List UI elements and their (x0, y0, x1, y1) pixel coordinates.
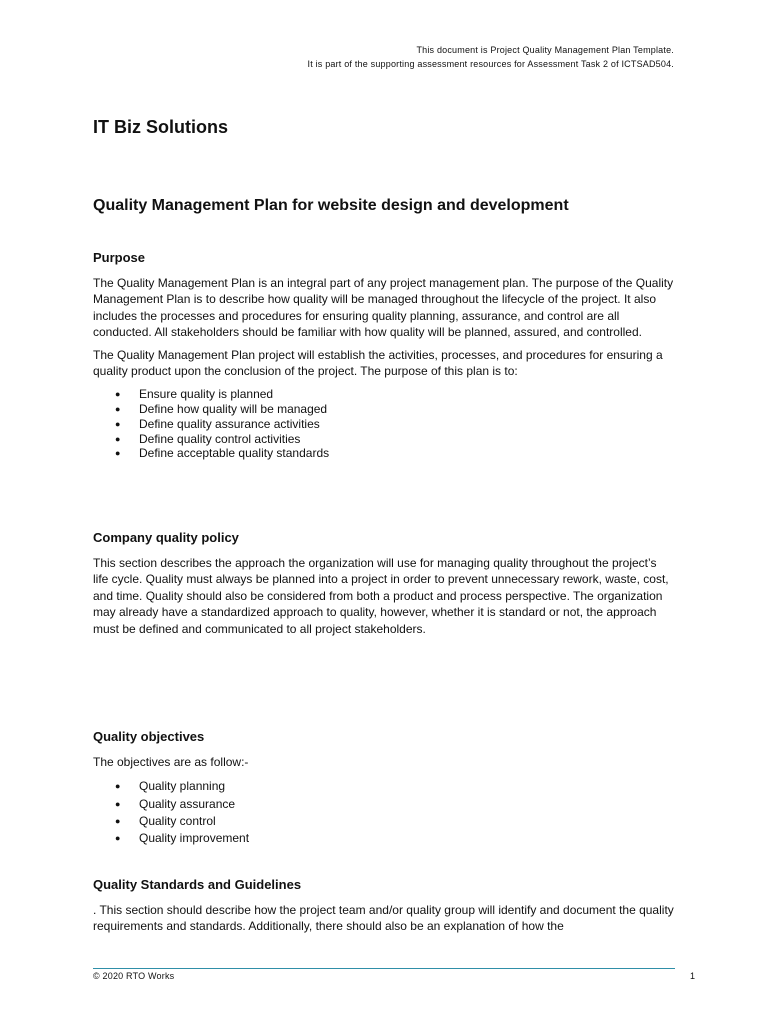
header-note-line-1: This document is Project Quality Management Plan Template. (416, 45, 674, 55)
objectives-heading: Quality objectives (93, 729, 205, 744)
objectives-intro: The objectives are as follow:- (93, 755, 249, 769)
list-item-text: Define quality control activities (139, 431, 301, 446)
footer-divider (93, 968, 675, 969)
policy-paragraph: This section describes the approach the organization will use for managing quality throughout the project’s life cycle. Quality must always be planned into a project in order to prevent unnecessary rework, waste, cost, and time. Quality should also be considered from both a product and process perspective. The organization may already have a standardized approach to quality, however, whether it is standard or not, the approach must be defined and communicated to all project stakeholders. (93, 556, 669, 636)
policy-section (93, 530, 675, 643)
list-item (93, 432, 675, 447)
list-item-text: Define quality assurance activities (139, 416, 320, 431)
list-item (93, 813, 675, 830)
objectives-section (93, 729, 675, 847)
header-note-line-2: It is part of the supporting assessment resources for Assessment Task 2 of ICTSAD504. (307, 59, 674, 69)
standards-heading: Quality Standards and Guidelines (93, 877, 302, 892)
purpose-paragraph-1: The Quality Management Plan is an integral part of any project management plan. The purpose of the Quality Management Plan is to describe how quality will be managed throughout the lifecycle of the project. It also includes the processes and procedures for ensuring quality planning, assurance, and control are all conducted. All stakeholders should be familiar with how quality will be planned, assured, and controlled. (93, 276, 674, 340)
purpose-bullet-list (93, 387, 675, 461)
policy-heading: Company quality policy (93, 530, 239, 545)
bullet-icon: ● (115, 404, 121, 415)
bullet-icon: ● (115, 389, 121, 400)
list-item-text: Define acceptable quality standards (139, 446, 330, 461)
list-item-text: Quality improvement (139, 831, 250, 846)
standards-paragraph: . This section should describe how the project team and/or quality group will identify and document the quality requirements and standards. Additionally, there should also be an explanation of how the (93, 903, 674, 934)
list-item (93, 402, 675, 417)
list-item (93, 778, 675, 795)
standards-section (93, 877, 675, 941)
list-item-text: Quality planning (139, 779, 226, 794)
list-item (93, 830, 675, 847)
list-item (93, 387, 675, 402)
bullet-icon: ● (115, 815, 121, 826)
bullet-icon: ● (115, 433, 121, 444)
footer-copyright: © 2020 RTO Works (93, 971, 175, 981)
page-number: 1 (690, 971, 696, 981)
purpose-section (93, 250, 675, 461)
bullet-icon: ● (115, 833, 121, 844)
list-item-text: Ensure quality is planned (139, 387, 274, 402)
bullet-icon: ● (115, 781, 121, 792)
list-item-text: Define how quality will be managed (139, 402, 328, 417)
list-item (93, 446, 675, 461)
bullet-icon: ● (115, 418, 121, 429)
objectives-bullet-list (93, 778, 675, 847)
list-item-text: Quality control (139, 813, 216, 828)
list-item-text: Quality assurance (139, 796, 236, 811)
document-title: Quality Management Plan for website design and development (93, 197, 569, 214)
list-item (93, 796, 675, 813)
header-note (308, 43, 675, 71)
bullet-icon: ● (115, 798, 121, 809)
purpose-paragraph-2: The Quality Management Plan project will establish the activities, processes, and procedures for ensuring a quality product upon the conclusion of the project. The purpose of this plan is to: (93, 347, 663, 379)
company-title: IT Biz Solutions (93, 117, 228, 137)
list-item (93, 417, 675, 432)
purpose-heading: Purpose (93, 250, 146, 265)
bullet-icon: ● (115, 448, 121, 459)
